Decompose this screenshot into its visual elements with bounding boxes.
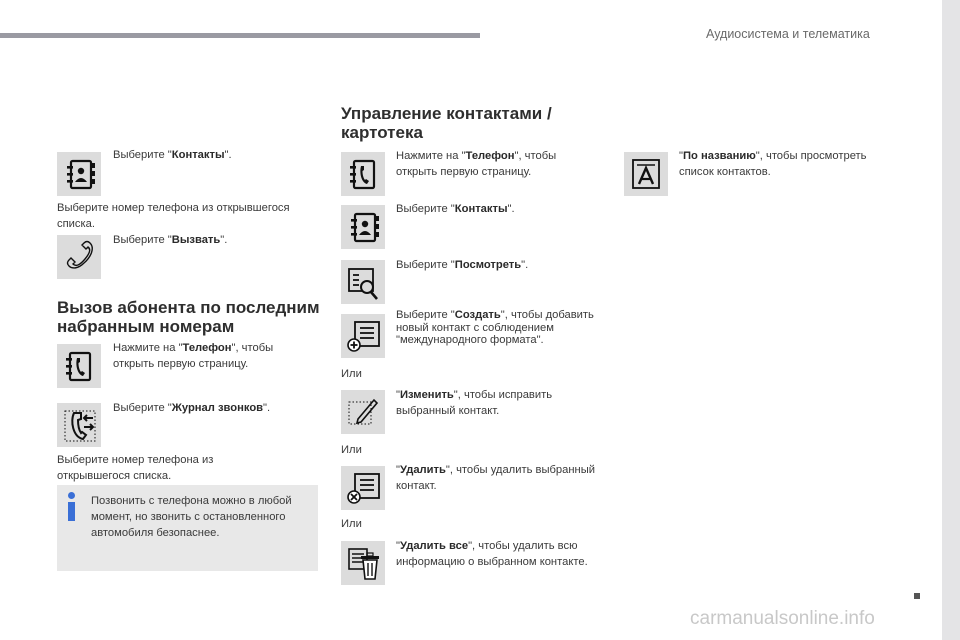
select-number-text-2: Выберите номер телефона из открывшегося списка.: [57, 454, 214, 482]
step-tap-phone: Нажмите на "Телефон", чтобы открыть первую страницу.: [113, 342, 274, 370]
info-icon: [66, 492, 78, 521]
step-select-contacts: Выберите "Контакты".: [113, 149, 232, 161]
step-tap-phone-2: Нажмите на "Телефон", чтобы открыть первую страницу.: [396, 150, 557, 178]
delete-all-icon: [341, 541, 385, 585]
step-by-name: "По названию", чтобы просмотреть список контактов.: [679, 150, 867, 178]
heading-contacts-management: Управление контактами / картотека: [341, 104, 552, 142]
or-label-1: Или: [341, 368, 362, 380]
info-note-text: Позвонить с телефона можно в любой момент, но звонить с остановленного автомобиля безопаснее.: [91, 495, 292, 539]
or-label-2: Или: [341, 444, 362, 456]
step-select-call-log: Выберите "Журнал звонков".: [113, 402, 271, 414]
view-contact-icon: [341, 260, 385, 304]
phone-icon: [341, 152, 385, 196]
step-select-create: Выберите "Создать", чтобы добавить новый контакт с соблюдением "международного формата".: [396, 309, 594, 346]
step-select-view: Выберите "Посмотреть".: [396, 259, 529, 271]
create-contact-icon: [341, 314, 385, 358]
header-rule: [0, 33, 480, 38]
watermark: carmanualsonline.info: [690, 608, 875, 629]
contacts-book-icon: [341, 205, 385, 249]
step-select-call: Выберите "Вызвать".: [113, 234, 228, 246]
step-select-contacts-2: Выберите "Контакты".: [396, 203, 515, 215]
handset-icon: [57, 235, 101, 279]
step-edit: "Изменить", чтобы исправить выбранный контакт.: [396, 389, 553, 417]
heading-recent-calls: Вызов абонента по последним набранным номерам: [57, 298, 320, 336]
or-label-3: Или: [341, 518, 362, 530]
call-log-icon: [57, 403, 101, 447]
select-number-text: Выберите номер телефона из открывшегося списка.: [57, 202, 290, 230]
delete-contact-icon: [341, 466, 385, 510]
sort-by-name-icon: [624, 152, 668, 196]
step-delete-all: "Удалить все", чтобы удалить всю информацию о выбранном контакте.: [396, 540, 588, 568]
phone-icon: [57, 344, 101, 388]
contacts-book-icon: [57, 152, 101, 196]
edit-pencil-icon: [341, 390, 385, 434]
page-edge-strip: [942, 0, 960, 640]
section-header: Аудиосистема и телематика: [706, 27, 870, 41]
step-delete: "Удалить", чтобы удалить выбранный контакт.: [396, 464, 595, 492]
page-bullet: [914, 593, 920, 599]
